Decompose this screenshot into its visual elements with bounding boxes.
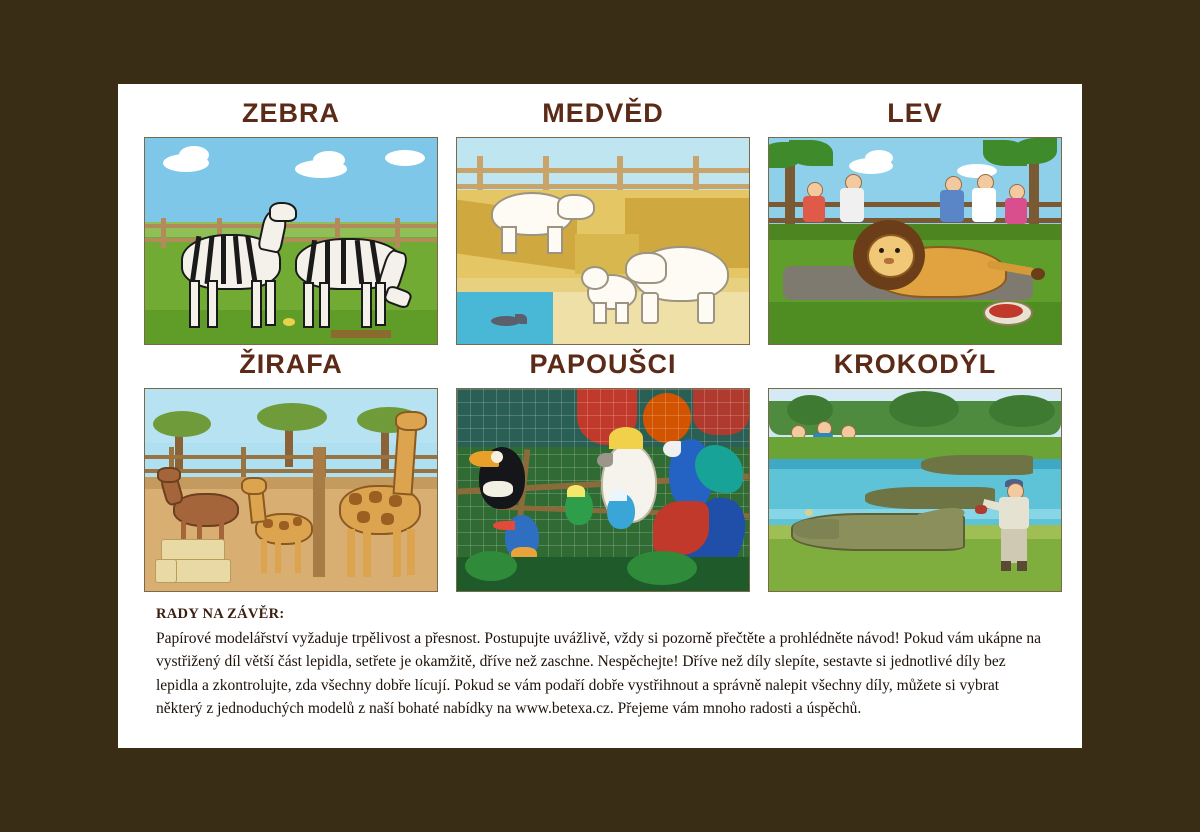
- animal-image-zebra: [144, 137, 438, 345]
- animal-grid-row-1: [144, 94, 1056, 345]
- animal-label-medved: MEDVĚD: [542, 98, 664, 128]
- animal-label-papousci: PAPOUŠCI: [529, 349, 677, 379]
- animal-label-zebra: ZEBRA: [242, 98, 340, 128]
- animal-card-krokodyl: [768, 345, 1062, 592]
- animal-card-medved: [456, 94, 750, 345]
- animal-image-krokodyl: [768, 388, 1062, 592]
- animal-card-papousci: [456, 345, 750, 592]
- animal-label-lev: LEV: [887, 98, 943, 128]
- animal-image-medved: [456, 137, 750, 345]
- animal-card-lev: [768, 94, 1062, 345]
- footer-advice: [156, 606, 1046, 720]
- animal-image-papousci: [456, 388, 750, 592]
- animal-card-zebra: [144, 94, 438, 345]
- animal-label-krokodyl: KROKODÝL: [833, 349, 997, 379]
- animal-label-zirafa: ŽIRAFA: [239, 349, 343, 379]
- animal-grid-row-2: [144, 345, 1056, 592]
- footer-text: Papírové modelářství vyžaduje trpělivost a přesnost. Postupujte uvážlivě, vždy si pozorně přečtěte a prohlédněte návod! Pokud vám ukápne na vystřižený díl větší část lepidla, setřete je okamžitě, dříve než zaschne. Nespěchejte! Dříve než díly slepíte, sestavte si jednotlivé díly bez lepidla a zkontrolujte, zda všechny dobře lícují. Pokud se vám podaří dobře vystřihnout a správně nalepit všechny díly, můžete si vybrat některý z jednoduchých modelů z naší bohaté nabídky na www.betexa.cz. Přejeme vám mnoho radosti a úspěchů.: [156, 630, 1041, 717]
- animal-card-zirafa: [144, 345, 438, 592]
- instruction-sheet: [118, 84, 1082, 748]
- animal-image-zirafa: [144, 388, 438, 592]
- animal-image-lev: [768, 137, 1062, 345]
- footer-title: RADY NA ZÁVĚR:: [156, 606, 285, 622]
